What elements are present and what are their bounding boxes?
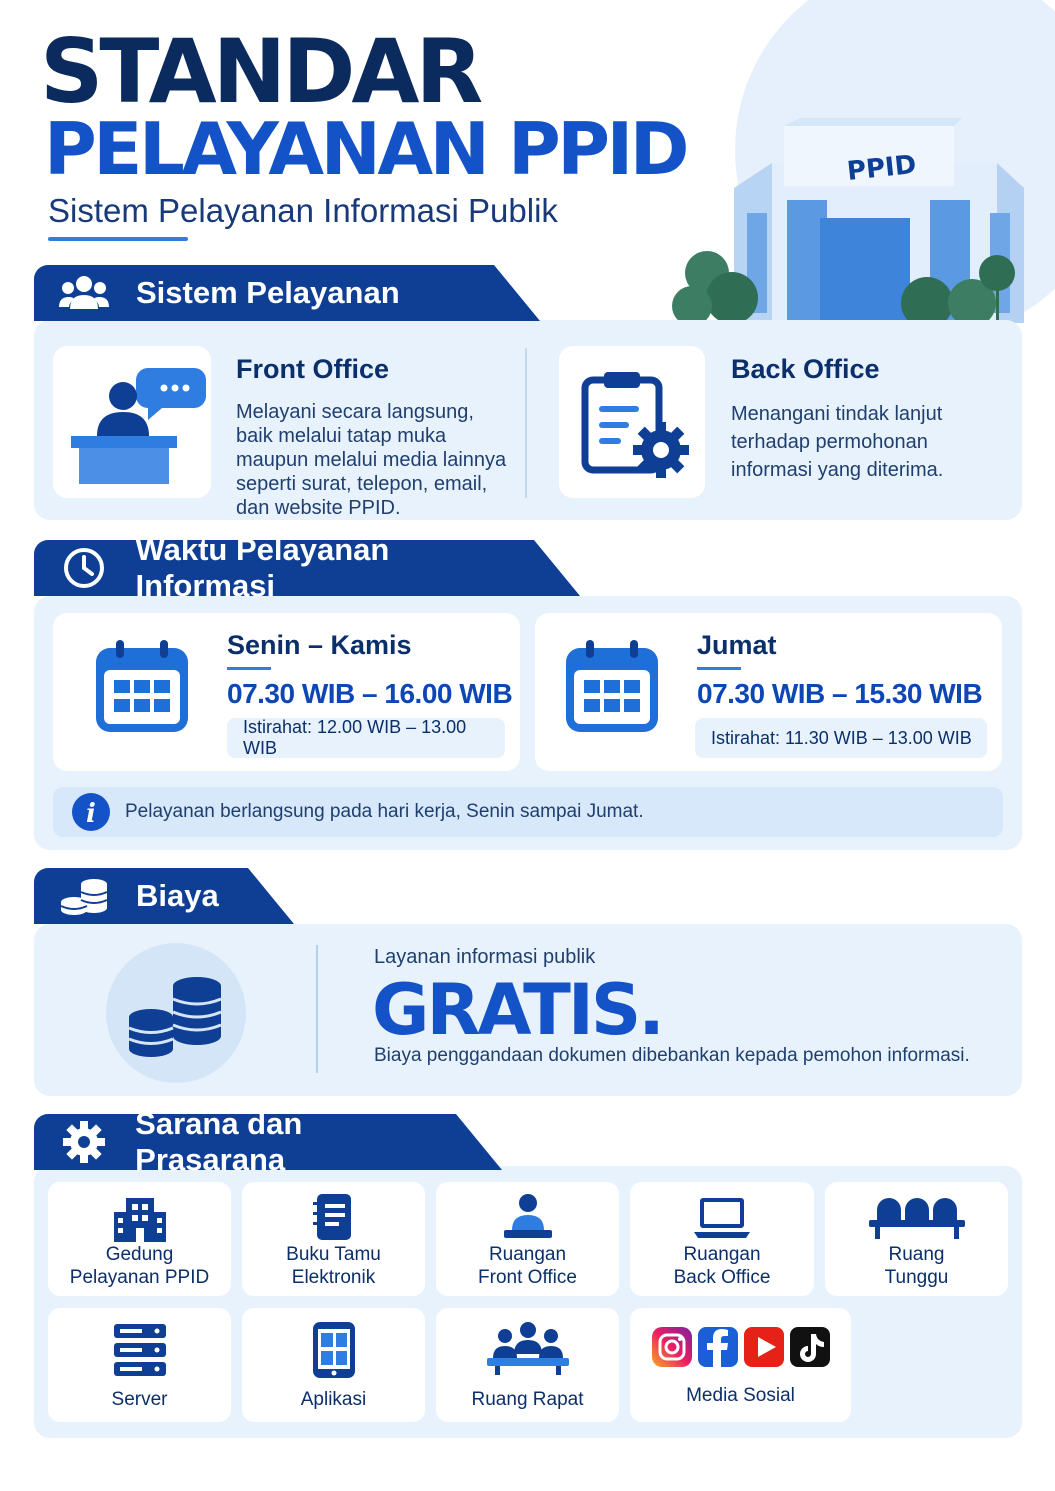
laptop-icon [692,1194,752,1240]
page-title-line1: STANDAR [40,20,480,123]
title-underline [48,237,188,241]
facility-buku-tamu [242,1182,425,1296]
gear-icon [56,1114,111,1170]
sistem-heading: Sistem Pelayanan [136,275,400,310]
coins-stack-icon [105,942,247,1084]
weekday-days: Senin – Kamis [227,630,412,660]
biaya-price: GRATIS. [372,969,662,1051]
friday-hours: 07.30 WIB – 15.30 WIB [697,678,983,709]
facility-ruang-rapat [436,1308,619,1422]
facility-label: Ruangan Back Office [673,1244,771,1288]
facility-label: Buku Tamu Elektronik [286,1244,381,1288]
back-office-title: Back Office [731,354,880,384]
clipboard-gear-icon [559,346,705,498]
biaya-intro: Layanan informasi publik [374,946,596,968]
page-title-line2: PELAYANAN PPID [44,107,687,191]
weekday-hours: 07.30 WIB – 16.00 WIB [227,678,513,709]
facility-label: Ruang Tunggu [884,1244,949,1288]
weekday-underline [227,667,271,670]
sarana-heading: Sarana dan Prasarana [135,1106,303,1177]
biaya-tab [34,868,248,924]
facility-label: Ruangan Front Office [478,1244,577,1288]
waiting-seats-icon [867,1196,967,1242]
back-office-desc: Menangani tindak lanjut terhadap permohonan informasi yang diterima. [731,403,944,481]
front-office-desc: Melayani secara langsung, baik melalui tatap muka maupun melalui media lainnya seperti surat, telepon, email, dan website PPID. [236,401,507,519]
front-office-icon [53,346,211,498]
calendar-icon [92,636,192,736]
calendar-icon [562,636,662,736]
coins-icon [56,868,112,924]
info-note-text: Pelayanan berlangsung pada hari kerja, Senin sampai Jumat. [125,801,644,822]
weekday-break: Istirahat: 12.00 WIB – 13.00 WIB [227,718,505,758]
facility-label: Ruang Rapat [471,1389,584,1410]
facility-ruang-front-office [436,1182,619,1296]
people-icon [56,265,112,321]
front-office-icon-card [53,346,211,498]
friday-break: Istirahat: 11.30 WIB – 13.00 WIB [695,718,987,758]
sarana-tab [34,1106,456,1177]
sistem-tab [34,265,494,321]
facility-label: Aplikasi [300,1389,367,1410]
facility-gedung [48,1182,231,1296]
facility-ruang-tunggu [825,1182,1008,1296]
svg-text:i: i [86,799,96,829]
person-desk-icon [500,1192,556,1242]
facility-label: Gedung Pelayanan PPID [69,1244,210,1288]
social-media-icons [651,1326,831,1368]
tiktok-icon [790,1327,830,1367]
meeting-icon [485,1320,571,1376]
facility-aplikasi [242,1308,425,1422]
waktu-tab [34,532,534,603]
facility-media-sosial [630,1308,851,1422]
facebook-icon [698,1327,738,1367]
facility-ruang-back-office [630,1182,814,1296]
friday-days: Jumat [697,630,777,660]
back-office-icon-card [559,346,705,498]
building-icon [112,1194,168,1242]
biaya-note: Biaya penggandaan dokumen dibebankan kepada pemohon informasi. [374,1045,970,1066]
facility-server [48,1308,231,1422]
front-office-title: Front Office [236,354,389,384]
biaya-heading: Biaya [136,878,219,913]
ppid-building-illustration [672,118,1055,323]
info-note-bar [53,787,1003,837]
youtube-icon [744,1327,784,1367]
server-icon [112,1322,168,1378]
facility-label: Media Sosial [686,1385,795,1406]
guestbook-icon [309,1192,359,1242]
clock-icon [56,540,112,596]
waktu-heading: Waktu Pelayanan Informasi [135,532,390,603]
building-sign: PPID [845,149,918,187]
facility-label: Server [111,1389,168,1410]
app-icon [309,1320,359,1380]
info-icon [71,792,111,832]
instagram-icon [652,1327,692,1367]
divider [525,348,527,498]
page-subtitle: Sistem Pelayanan Informasi Publik [48,192,558,229]
friday-underline [697,667,741,670]
divider [316,945,318,1073]
